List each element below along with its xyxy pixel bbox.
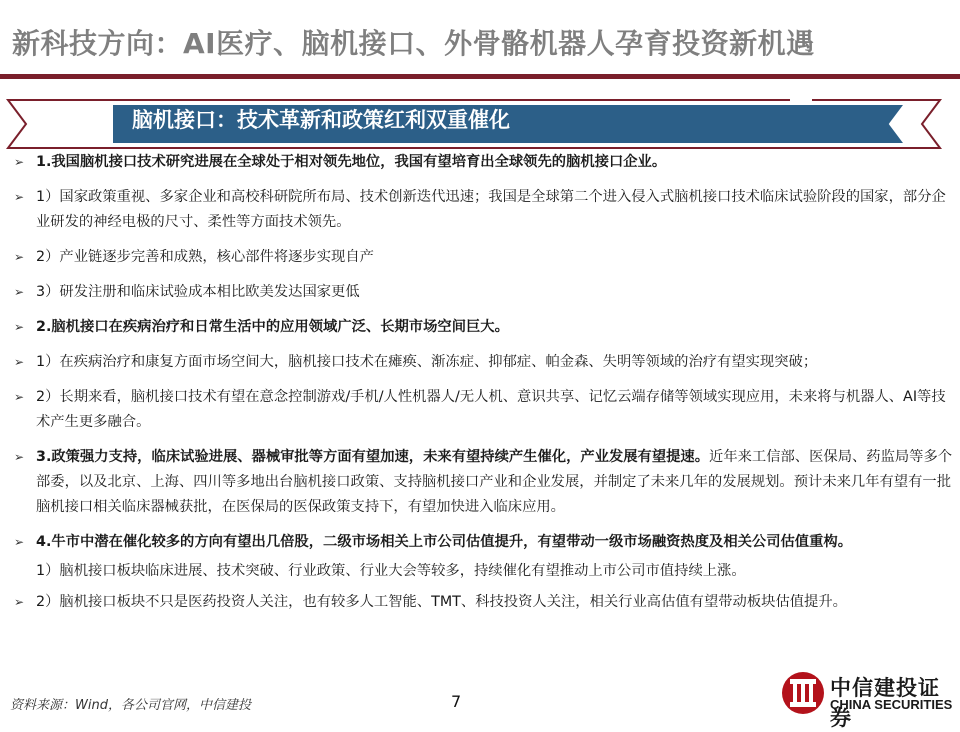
item-text: 2）产业链逐步完善和成熟，核心部件将逐步实现自产	[36, 249, 374, 265]
arrow-bullet-icon: ➢	[14, 155, 25, 169]
title-divider	[0, 74, 960, 79]
item-text: 1.我国脑机接口技术研究进展在全球处于相对领先地位，我国有望培育出全球领先的脑机接口企业。	[36, 154, 667, 170]
item-lead-text: 3.政策强力支持，临床试验进展、器械审批等方面有望加速，未来有望持续产生催化，产业发展有望提速。	[36, 449, 710, 465]
list-item	[14, 150, 954, 175]
item-text: 1）在疾病治疗和康复方面市场空间大，脑机接口技术在瘫痪、渐冻症、抑郁症、帕金森、失明等领域的治疗有望实现突破；	[36, 354, 818, 370]
list-item	[14, 185, 954, 235]
section-banner	[0, 96, 960, 152]
arrow-bullet-icon: ➢	[14, 190, 25, 204]
citic-logo-icon	[780, 670, 826, 716]
arrow-bullet-icon: ➢	[14, 355, 25, 369]
arrow-bullet-icon: ➢	[14, 320, 25, 334]
source-note: 资料来源：Wind，各公司官网，中信建投	[10, 698, 251, 713]
company-logo	[778, 670, 958, 730]
arrow-bullet-icon: ➢	[14, 595, 25, 609]
list-item	[14, 590, 954, 615]
item-text: 3）研发注册和临床试验成本相比欧美发达国家更低	[36, 284, 360, 300]
arrow-bullet-icon: ➢	[14, 535, 25, 549]
list-item	[14, 385, 954, 435]
item-text: 4.牛市中潜在催化较多的方向有望出几倍股，二级市场相关上市公司估值提升，有望带动一级市场融资热度及相关公司估值重构。	[36, 534, 852, 550]
item-text: 2）长期来看，脑机接口技术有望在意念控制游戏/手机/人性机器人/无人机、意识共享、记忆云端存储等领域实现应用，未来将与机器人、AI等技术产生更多融合。	[36, 389, 946, 430]
arrow-bullet-icon: ➢	[14, 285, 25, 299]
page-title: 新科技方向：AI医疗、脑机接口、外骨骼机器人孕育投资新机遇	[12, 27, 815, 60]
logo-en-text: CHINA SECURITIES	[830, 697, 953, 712]
banner-title: 脑机接口：技术革新和政策红利双重催化	[132, 108, 510, 132]
arrow-bullet-icon: ➢	[14, 450, 25, 464]
list-item	[14, 350, 954, 375]
list-item	[14, 315, 954, 340]
content-list	[14, 150, 954, 625]
logo-cn-text: 中信建投证券	[830, 676, 940, 730]
page-number: 7	[451, 692, 462, 711]
arrow-bullet-icon: ➢	[14, 390, 25, 404]
item-text: 2）脑机接口板块不只是医药投资人关注，也有较多人工智能、TMT、科技投资人关注，相关行业高估值有望带动板块估值提升。	[36, 594, 847, 610]
list-item	[14, 280, 954, 305]
list-item	[14, 245, 954, 270]
list-item	[14, 445, 954, 520]
arrow-bullet-icon: ➢	[14, 250, 25, 264]
item-text: 1）国家政策重视、多家企业和高校科研院所布局、技术创新迭代迅速；我国是全球第二个进入侵入式脑机接口技术临床试验阶段的国家，部分企业研发的神经电极的尺寸、柔性等方面技术领先。	[36, 189, 946, 230]
item-text: 2.脑机接口在疾病治疗和日常生活中的应用领域广泛、长期市场空间巨大。	[36, 319, 509, 335]
item-text: 近年来工信部、医保局、药监局等多个部委，以及北京、上海、四川等多地出台脑机接口政策、支持脑机接口产业和企业发展，并制定了未来几年的发展规划。预计未来几年有望有一批脑机接口相关临床器械获批，在医保局的医保政策支持下，有望加快进入临床应用。	[36, 449, 953, 515]
list-item	[14, 530, 954, 584]
item-subtext: 1）脑机接口板块临床进展、技术突破、行业政策、行业大会等较多，持续催化有望推动上市公司市值持续上涨。	[36, 563, 746, 579]
